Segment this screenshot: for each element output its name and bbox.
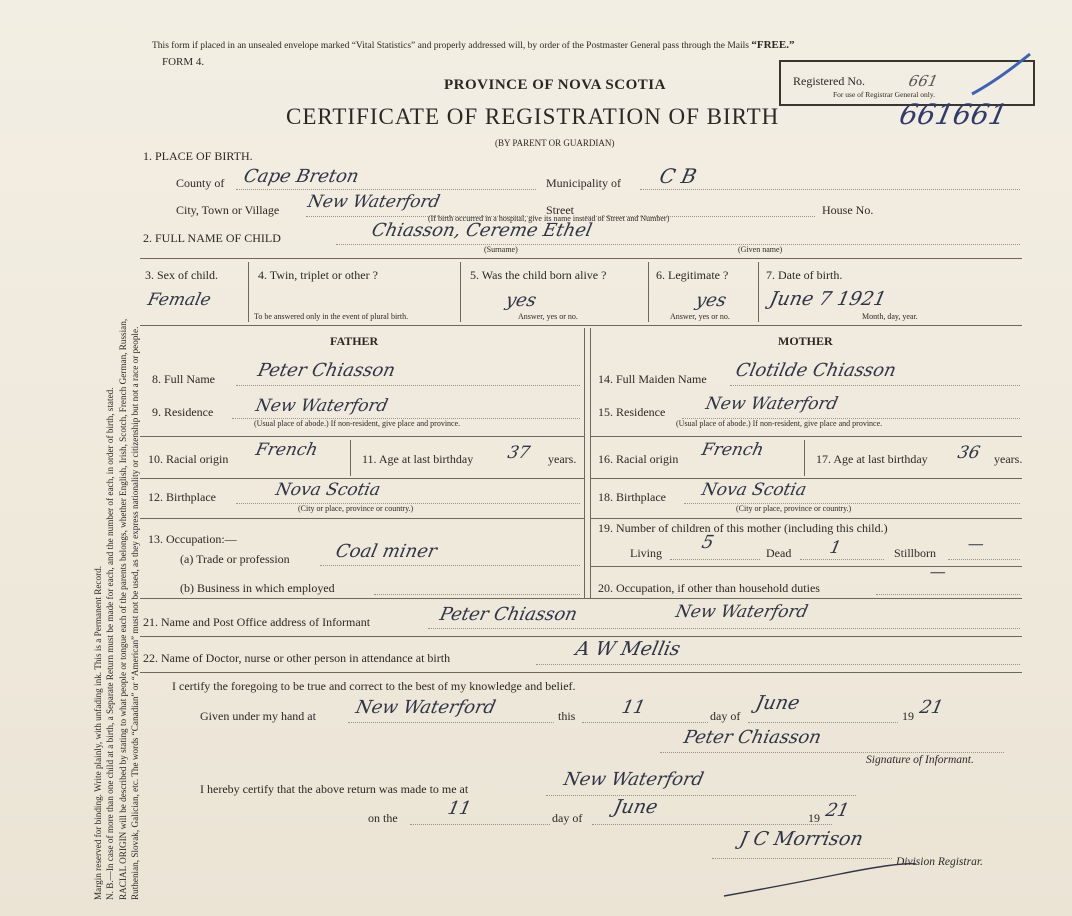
place-of-birth-label: 1. PLACE OF BIRTH. bbox=[143, 149, 253, 163]
date-of-birth-note: Month, day, year. bbox=[862, 312, 918, 321]
father-birthplace-label: 12. Birthplace bbox=[148, 490, 216, 504]
mother-racial-value: French bbox=[699, 440, 766, 460]
certify-year-value: 21 bbox=[917, 697, 946, 718]
doctor-label: 22. Name of Doctor, nurse or other person in attendance at birth bbox=[143, 651, 451, 665]
father-residence-value: New Waterford bbox=[253, 396, 390, 416]
mother-occupation-value: — bbox=[927, 562, 949, 581]
mother-age-value: 36 bbox=[955, 443, 982, 463]
city-label: City, Town or Village bbox=[176, 203, 280, 217]
certify-year-prefix: 19 bbox=[902, 709, 914, 723]
margin-line-4: Ruthenian, Slovak, Galician, etc. The words “Canadian” or “American” must not be used, as they express nationality or citizenship but not a race or people. bbox=[130, 326, 141, 900]
certify-month-value: June bbox=[753, 692, 802, 714]
mother-age-label: 17. Age at last birthday bbox=[816, 452, 928, 466]
registrar-signature-label: Division Registrar. bbox=[896, 856, 983, 868]
registrar-year-prefix: 19 bbox=[808, 811, 820, 825]
stillborn-label: Stillborn bbox=[894, 546, 937, 560]
registrar-signature-flourish bbox=[720, 862, 920, 902]
informant-signature: Peter Chiasson bbox=[681, 727, 824, 748]
given-name-note: (Given name) bbox=[738, 245, 783, 254]
informant-label: 21. Name and Post Office address of Informant bbox=[143, 615, 371, 629]
twin-note: To be answered only in the event of plural birth. bbox=[254, 312, 409, 321]
mother-maiden-value: Clotilde Chiasson bbox=[733, 360, 899, 381]
dead-label: Dead bbox=[766, 546, 792, 560]
twin-label: 4. Twin, triplet or other ? bbox=[258, 268, 378, 282]
margin-line-3: RACIAL ORIGIN will be described by stating to what people or tongue each of the parents belongs, whether English, Irish, Scotch, French German, Russian, bbox=[117, 318, 128, 900]
father-racial-label: 10. Racial origin bbox=[148, 452, 229, 466]
sex-label: 3. Sex of child. bbox=[145, 268, 218, 282]
child-name-label: 2. FULL NAME OF CHILD bbox=[143, 231, 281, 245]
county-value: Cape Breton bbox=[241, 166, 361, 187]
child-name-value: Chiasson, Cereme Ethel bbox=[369, 220, 594, 241]
mother-birthplace-label: 18. Birthplace bbox=[598, 490, 666, 504]
date-of-birth-value: June 7 1921 bbox=[767, 288, 889, 310]
legitimate-note: Answer, yes or no. bbox=[670, 312, 730, 321]
given-under-label: Given under my hand at bbox=[200, 709, 316, 723]
registrar-statement: I hereby certify that the above return was made to me at bbox=[200, 782, 469, 796]
father-trade-value: Coal miner bbox=[333, 541, 439, 562]
father-trade-label: (a) Trade or profession bbox=[180, 552, 290, 566]
father-heading: FATHER bbox=[330, 334, 379, 348]
certify-place-value: New Waterford bbox=[353, 697, 498, 718]
margin-instructions bbox=[92, 0, 142, 900]
mail-notice bbox=[152, 39, 794, 51]
mother-children-label: 19. Number of children of this mother (including this child.) bbox=[598, 521, 888, 535]
mother-heading: MOTHER bbox=[778, 334, 833, 348]
mail-notice-text: This form if placed in an unsealed envelope marked “Vital Statistics” and properly addressed will, by order of the Postmaster General pass through the Mails bbox=[152, 41, 749, 51]
margin-line-2: N. B.—In case of more than one child at a birth, a Separate Return must be made for each, and the number of each, in order of birth, stated. bbox=[105, 387, 116, 900]
father-racial-value: French bbox=[253, 440, 320, 460]
stillborn-value: — bbox=[965, 534, 987, 553]
mother-residence-note: (Usual place of abode.) If non-resident, give place and province. bbox=[676, 419, 883, 428]
registrar-month-value: June bbox=[611, 796, 660, 818]
date-of-birth-label: 7. Date of birth. bbox=[766, 268, 843, 282]
mother-racial-label: 16. Racial origin bbox=[598, 452, 679, 466]
mother-maiden-label: 14. Full Maiden Name bbox=[598, 372, 707, 386]
dead-value: 1 bbox=[827, 538, 843, 558]
mother-residence-label: 15. Residence bbox=[598, 405, 666, 419]
registrar-day-value: 11 bbox=[445, 798, 474, 819]
father-full-name-label: 8. Full Name bbox=[152, 372, 215, 386]
margin-line-1: Margin reserved for binding. Write plainly, with unfading ink. This is a Permanent Record. bbox=[93, 565, 103, 900]
living-value: 5 bbox=[699, 532, 716, 553]
certify-day-value: 11 bbox=[619, 697, 648, 718]
form-number: FORM 4. bbox=[162, 56, 205, 68]
mother-birthplace-note: (City or place, province or country.) bbox=[736, 504, 852, 513]
certify-day-of-label: day of bbox=[710, 709, 741, 723]
father-business-label: (b) Business in which employed bbox=[180, 581, 335, 595]
house-number-label: House No. bbox=[822, 203, 874, 217]
certify-statement: I certify the foregoing to be true and correct to the best of my knowledge and belief. bbox=[172, 679, 576, 693]
registered-number-value: 661 bbox=[907, 72, 940, 90]
province-heading: PROVINCE OF NOVA SCOTIA bbox=[444, 77, 666, 93]
mail-notice-free: “FREE.” bbox=[751, 39, 795, 51]
legitimate-value: yes bbox=[693, 290, 729, 311]
page-title: CERTIFICATE OF REGISTRATION OF BIRTH bbox=[286, 104, 780, 129]
father-residence-note: (Usual place of abode.) If non-resident, give place and province. bbox=[254, 419, 461, 428]
mother-years-label: years. bbox=[994, 452, 1023, 466]
born-alive-note: Answer, yes or no. bbox=[518, 312, 578, 321]
father-birthplace-note: (City or place, province or country.) bbox=[298, 504, 414, 513]
municipality-label: Municipality of bbox=[546, 176, 621, 190]
registrar-on-label: on the bbox=[368, 811, 398, 825]
father-age-label: 11. Age at last birthday bbox=[362, 452, 474, 466]
father-full-name-value: Peter Chiasson bbox=[255, 360, 398, 381]
registered-number-label: Registered No. bbox=[793, 74, 865, 88]
living-label: Living bbox=[630, 546, 662, 560]
hospital-note: (If birth occurred in a hospital, give its name instead of Street and Number) bbox=[428, 214, 670, 223]
mother-birthplace-value: Nova Scotia bbox=[699, 480, 809, 500]
informant-address-value: New Waterford bbox=[673, 602, 810, 622]
registrar-day-of-label: day of bbox=[552, 811, 583, 825]
certify-this-label: this bbox=[558, 709, 576, 723]
street-label: Street bbox=[546, 203, 574, 217]
registered-number-note: For use of Registrar General only. bbox=[833, 90, 935, 99]
mother-occupation-label: 20. Occupation, if other than household duties bbox=[598, 581, 820, 595]
registrar-year-value: 21 bbox=[823, 800, 852, 821]
father-age-value: 37 bbox=[505, 443, 532, 463]
certificate-number: 661661 bbox=[896, 98, 1011, 131]
legitimate-label: 6. Legitimate ? bbox=[656, 268, 729, 282]
father-residence-label: 9. Residence bbox=[152, 405, 214, 419]
born-alive-label: 5. Was the child born alive ? bbox=[470, 268, 607, 282]
page-subtitle: (BY PARENT OR GUARDIAN) bbox=[495, 138, 615, 148]
pen-check-mark bbox=[968, 50, 1038, 100]
mother-residence-value: New Waterford bbox=[703, 394, 840, 414]
father-years-label: years. bbox=[548, 452, 577, 466]
informant-name-value: Peter Chiasson bbox=[437, 604, 580, 625]
born-alive-value: yes bbox=[503, 290, 539, 311]
county-label: County of bbox=[176, 176, 225, 190]
city-value: New Waterford bbox=[305, 192, 442, 212]
sex-value: Female bbox=[145, 290, 213, 310]
father-occupation-label: 13. Occupation:— bbox=[148, 532, 237, 546]
informant-signature-label: Signature of Informant. bbox=[866, 754, 974, 766]
doctor-value: A W Mellis bbox=[573, 638, 683, 660]
municipality-value: C B bbox=[657, 164, 699, 188]
father-birthplace-value: Nova Scotia bbox=[273, 480, 383, 500]
registrar-place-value: New Waterford bbox=[561, 769, 706, 790]
surname-note: (Surname) bbox=[484, 245, 518, 254]
registrar-signature: J C Morrison bbox=[737, 828, 866, 850]
